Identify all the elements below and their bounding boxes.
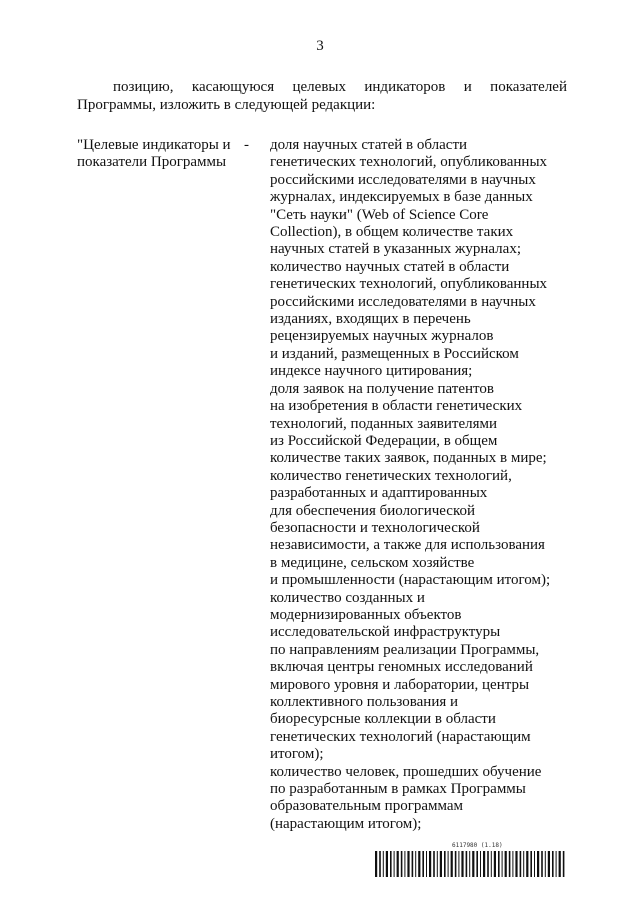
- indicator-line: генетических технологий, опубликованных: [270, 154, 548, 171]
- indicator-line: итогом);: [270, 746, 324, 763]
- intro-line-2: Программы, изложить в следующей редакции:: [77, 97, 376, 113]
- indicator-line: исследовательской инфраструктуры: [270, 624, 501, 641]
- indicator-line: в медицине, сельском хозяйстве: [270, 554, 475, 571]
- indicator-line: по направлениям реализации Программы,: [270, 641, 540, 658]
- indicator-line: по разработанным в рамках Программы: [270, 781, 526, 798]
- indicator-line: количество генетических технологий,: [270, 467, 512, 484]
- indicator-line: количество человек, прошедших обучение: [270, 763, 542, 780]
- indicator-line: научных статей в указанных журналах;: [270, 241, 521, 258]
- page-number: 3: [316, 38, 324, 54]
- indicator-line: изданиях, входящих в перечень: [270, 311, 471, 328]
- indicator-label: [77, 137, 231, 172]
- indicator-line: включая центры геномных исследований: [270, 659, 533, 676]
- indicator-line: индексе научного цитирования;: [270, 363, 473, 380]
- barcode-image: [375, 851, 565, 877]
- indicator-line: российскими исследователями в научных: [270, 171, 536, 188]
- indicator-line: доля научных статей в области: [270, 137, 468, 153]
- label-dash: -: [244, 137, 249, 153]
- indicator-line: количество научных статей в области: [270, 258, 510, 275]
- indicator-line: "Сеть науки" (Web of Science Core: [270, 206, 489, 223]
- indicator-line: модернизированных объектов: [270, 606, 462, 623]
- indicator-line: технологий, поданных заявителями: [270, 415, 498, 432]
- indicator-line: и промышленности (нарастающим итогом);: [270, 572, 551, 589]
- indicator-line: для обеспечения биологической: [270, 502, 476, 519]
- indicator-line: из Российской Федерации, в общем: [270, 432, 498, 449]
- indicator-line: количестве таких заявок, поданных в мире;: [270, 450, 547, 467]
- indicator-line: рецензируемых научных журналов: [270, 328, 494, 345]
- indicator-line: безопасности и технологической: [270, 519, 480, 536]
- intro-line-1: позицию, касающуюся целевых индикаторов и показателей: [113, 79, 567, 95]
- indicator-line: (нарастающим итогом);: [270, 815, 422, 832]
- indicator-line: и изданий, размещенных в Российском: [270, 345, 519, 362]
- label-line-2: показатели Программы: [77, 154, 227, 171]
- indicator-line: образовательным программам: [270, 798, 464, 815]
- indicator-line: Collection), в общем количестве таких: [270, 224, 514, 241]
- label-line-1: "Целевые индикаторы и: [77, 137, 231, 153]
- indicator-line: российскими исследователями в научных: [270, 293, 536, 310]
- indicator-line: генетических технологий (нарастающим: [270, 728, 531, 745]
- indicator-list: [270, 137, 570, 833]
- indicator-line: количество созданных и: [270, 589, 425, 606]
- indicator-line: разработанных и адаптированных: [270, 485, 488, 502]
- indicator-line: коллективного пользования и: [270, 694, 459, 710]
- indicator-line: на изобретения в области генетических: [270, 398, 523, 415]
- indicator-line: доля заявок на получение патентов: [270, 380, 494, 397]
- indicator-line: биоресурсные коллекции в области: [270, 711, 496, 728]
- indicator-line: независимости, а также для использования: [270, 537, 545, 554]
- indicator-line: журналах, индексируемых в базе данных: [270, 189, 533, 206]
- intro-paragraph: [77, 78, 567, 114]
- indicator-line: генетических технологий, опубликованных: [270, 276, 548, 293]
- indicator-line: мирового уровня и лаборатории, центры: [270, 676, 530, 693]
- document-code: 6117980 (1.18): [452, 842, 503, 849]
